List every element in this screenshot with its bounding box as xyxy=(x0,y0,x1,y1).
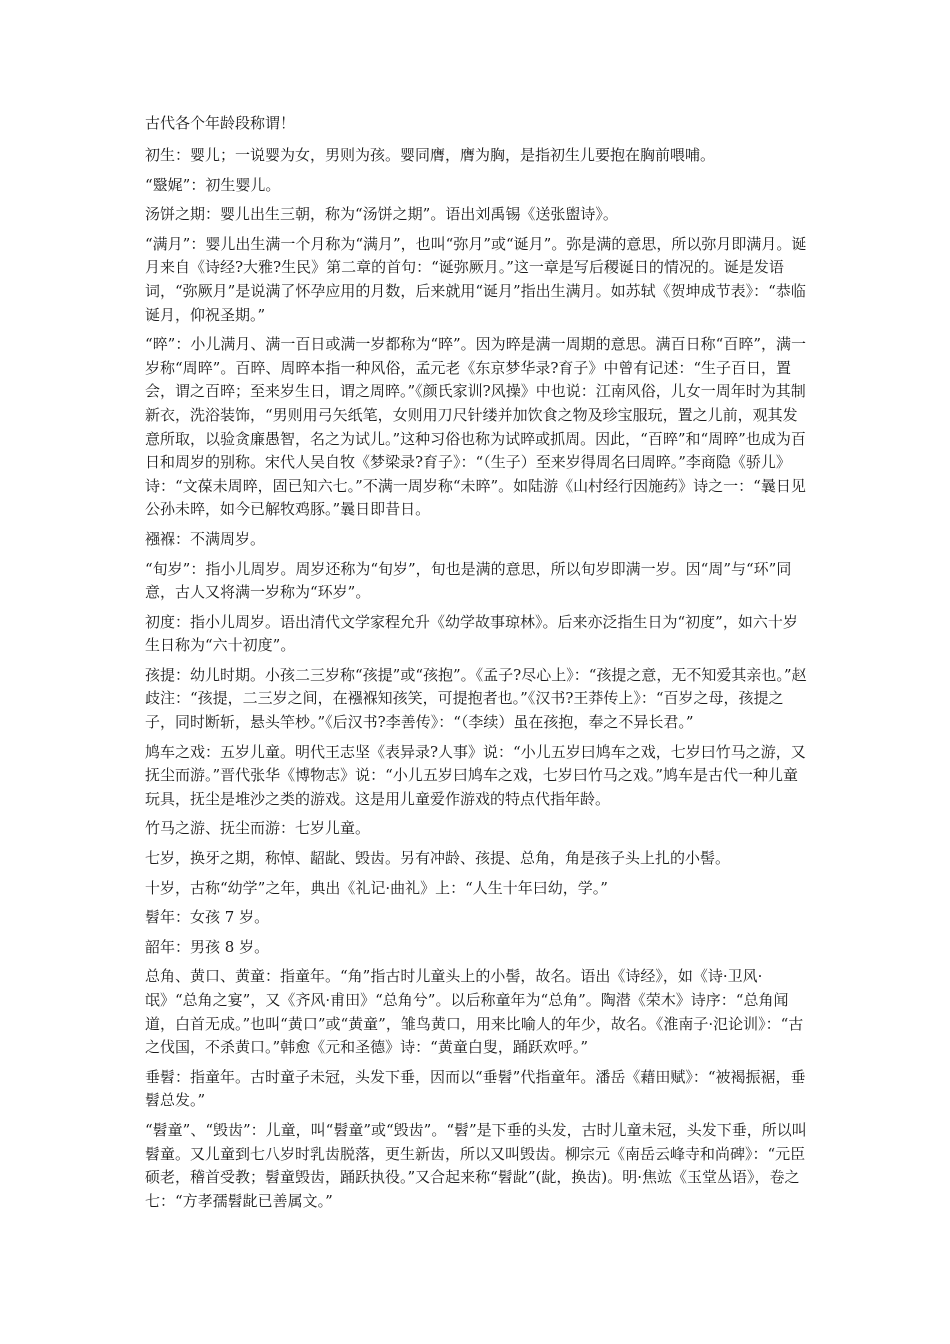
paragraph-jiuche: 鸠车之戏：五岁儿童。明代王志坚《表异录?人事》说：“小儿五岁曰鸠车之戏，七岁曰竹马之游，又抚尘而游。”晋代张华《博物志》说：“小儿五岁曰鸠车之戏，七岁曰竹马之戏。”鸠车是古代一种儿童玩具，抚尘是堆沙之类的游戏。这是用儿童爱作游戏的特点代指年龄。 xyxy=(145,742,806,808)
paragraph-shisui: 十岁，古称“幼学”之年，典出《礼记·曲礼》上：“人生十年曰幼，学。” xyxy=(145,878,608,897)
paragraph-qisui: 七岁，换牙之期，称悼、龆龀、毁齿。另有冲龄、孩提、总角，角是孩子头上扎的小髻。 xyxy=(145,849,731,868)
paragraph-zongjiao: 总角、黄口、黄童：指童年。“角”指古时儿童头上的小髻，故名。语出《诗经》，如《诗·卫风·氓》“总角之宴”，又《齐风·甫田》“总角兮”。以后称童年为“总角”。陶潜《荣木》诗序：“总角闻道，白首无成。”也叫“黄口”或“黄童”，雏鸟黄口，用来比喻人的年少，故名。《淮南子·氾论训》：“古之伐国，不杀黄口。”韩愈《元和圣德》诗：“黄童白叟，踊跃欢呼。” xyxy=(145,967,804,1057)
paragraph-zui: “晬”：小儿满月、满一百日或满一岁都称为“晬”。因为晬是满一周期的意思。满百日称“百晬”，满一岁称“周晬”。百晬、周晬本指一种风俗，孟元老《东京梦华录?育子》中曾有记述：“生子百日，置会，谓之百晬；至来岁生日，谓之周晬。”《颜氏家训?风操》中也说：江南风俗，儿女一周年时为其制新衣，洗浴装饰，“男则用弓矢纸笔，女则用刀尺针缕并加饮食之物及珍宝服玩，置之儿前，观其发意所取，以验贪廉愚智，名之为试儿。”这种习俗也称为试晬或抓周。因此，“百晬”和“周晬”也成为百日和周岁的别称。宋代人吴自牧《梦梁录?育子》：“（生子）至来岁得周名曰周晬。”李商隐《骄儿》诗：“文葆未周晬，固已知六七。”不满一周岁称“未晬”。如陆游《山村经行因施药》诗之一：“曩日见公孙未晬，如今已解牧鸡豚。”曩日即昔日。 xyxy=(145,335,807,519)
paragraph-haiti: 孩提：幼儿时期。小孩二三岁称“孩提”或“孩抱”。《孟子?尽心上》：“孩提之意，无不知爱其亲也。”赵歧注：“孩提，二三岁之间，在襁褓知孩笑，可提抱者也。”《汉书?王莽传上》：“百岁之母，孩提之子，同时断斩，悬头竿杪。”《后汉书?李善传》：“（李续）虽在孩抱，奉之不异长君。” xyxy=(145,665,807,732)
paragraph-tangbing: 汤饼之期：婴儿出生三朝，称为“汤饼之期”。语出刘禹锡《送张盥诗》。 xyxy=(145,205,618,224)
paragraph-shaonian: 韶年：男孩 8 岁。 xyxy=(145,937,270,956)
paragraph-tiaonian: 髫年：女孩 7 岁。 xyxy=(145,908,270,927)
paragraph-yini: “毉娓”：初生婴儿。 xyxy=(145,175,281,194)
paragraph-chusheng: 初生：婴儿；一说婴为女，男则为孩。婴同膺，膺为胸，是指初生儿要抱在胸前喂哺。 xyxy=(145,146,716,164)
paragraph-zhuma: 竹马之游、抚尘而游：七岁儿童。 xyxy=(145,819,371,838)
paragraph-chuitiao: 垂髫：指童年。古时童子未冠，头发下垂，因而以“垂髫”代指童年。潘岳《藉田赋》：“被褐振裾，垂髫总发。” xyxy=(145,1067,806,1110)
document-title: 古代各个年龄段称谓！ xyxy=(145,114,296,132)
paragraph-qiangbao: 襁褓：不满周岁。 xyxy=(145,529,266,548)
document-page xyxy=(145,112,811,1219)
paragraph-tiaotong: “髫童”、“毁齿”：儿童，叫“髫童”或“毁齿”。“髫”是下垂的头发，古时儿童未冠，头发下垂，所以叫髫童。又儿童到七八岁时乳齿脱落，更生新齿，所以又叫毁齿。柳宗元《南岳云峰寺和尚碑》：“元臣硕老，稽首受教；髫童毁齿，踊跃执役。”又合起来称“髫龀”(龀，换齿)。明·焦竑《玉堂丛语》，卷之七：“方孝孺髫龀已善属文。” xyxy=(145,1120,807,1210)
paragraph-xunsui: “旬岁”：指小儿周岁。周岁还称为“旬岁”，旬也是满的意思，所以旬岁即满一岁。因“周”与“环”同意，古人又将满一岁称为“环岁”。 xyxy=(145,559,792,602)
document-body xyxy=(145,144,811,1213)
paragraph-chudu: 初度：指小儿周岁。语出清代文学家程允升《幼学故事琼林》。后来亦泛指生日为“初度”，如六十岁生日称为“六十初度”。 xyxy=(145,612,798,655)
paragraph-manyue: “满月”：婴儿出生满一个月称为“满月”，也叫“弥月”或“诞月”。弥是满的意思，所以弥月即满月。诞月来自《诗经?大雅?生民》第二章的首句：“诞弥厥月。”这一章是写后稷诞日的情况的。诞是发语词，“弥厥月”是说满了怀孕应用的月数，后来就用“诞月”指出生满月。如苏轼《贺坤成节表》：“恭临诞月，仰祝圣期。” xyxy=(145,234,807,324)
